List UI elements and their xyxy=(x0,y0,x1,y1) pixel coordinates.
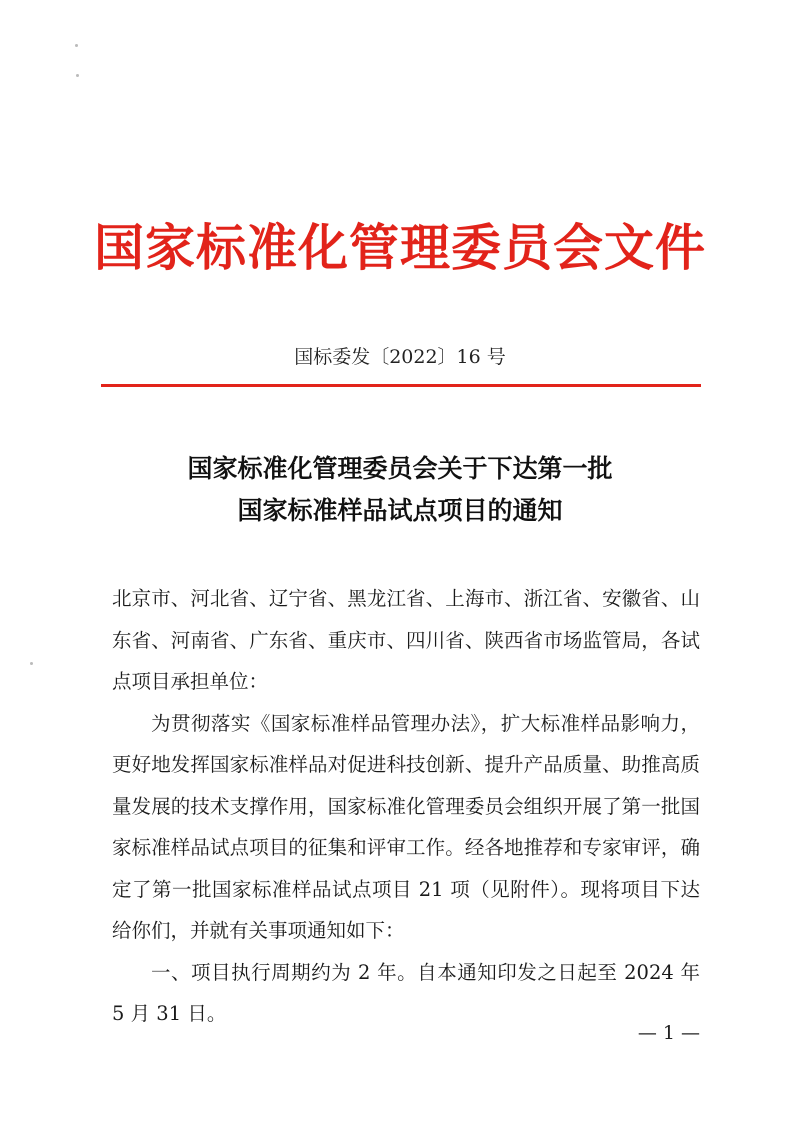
red-separator-line xyxy=(101,384,701,387)
scan-speck xyxy=(76,74,79,77)
document-header-title: 国家标准化管理委员会文件 xyxy=(94,219,706,277)
scan-speck xyxy=(30,662,33,665)
notice-title-line-1: 国家标准化管理委员会关于下达第一批 xyxy=(187,454,613,483)
notice-title xyxy=(0,448,800,532)
page-number: — 1 — xyxy=(637,1022,700,1044)
body-paragraph-2: 一、项目执行周期约为 2 年。自本通知印发之日起至 2024 年 5 月 31 日。 xyxy=(112,960,700,1025)
notice-title-line-2: 国家标准样品试点项目的通知 xyxy=(237,496,563,525)
scan-speck xyxy=(75,44,78,47)
body-paragraph-1: 为贯彻落实《国家标准样品管理办法》，扩大标准样品影响力，更好地发挥国家标准样品对促进科技创新、提升产品质量、助推高质量发展的技术支撑作用，国家标准化管理委员会组织开展了第一批国家标准样品试点项目的征集和评审工作。经各地推荐和专家审评，确定了第一批国家标准样品试点项目 21 项（见附件）。现将项目下达给你们，并就有关事项通知如下： xyxy=(112,711,700,942)
document-number: 国标委发〔2022〕16 号 xyxy=(294,346,506,368)
addressees-paragraph: 北京市、河北省、辽宁省、黑龙江省、上海市、浙江省、安徽省、山东省、河南省、广东省、重庆市、四川省、陕西省市场监管局，各试点项目承担单位： xyxy=(112,587,700,693)
document-body xyxy=(112,578,700,1035)
